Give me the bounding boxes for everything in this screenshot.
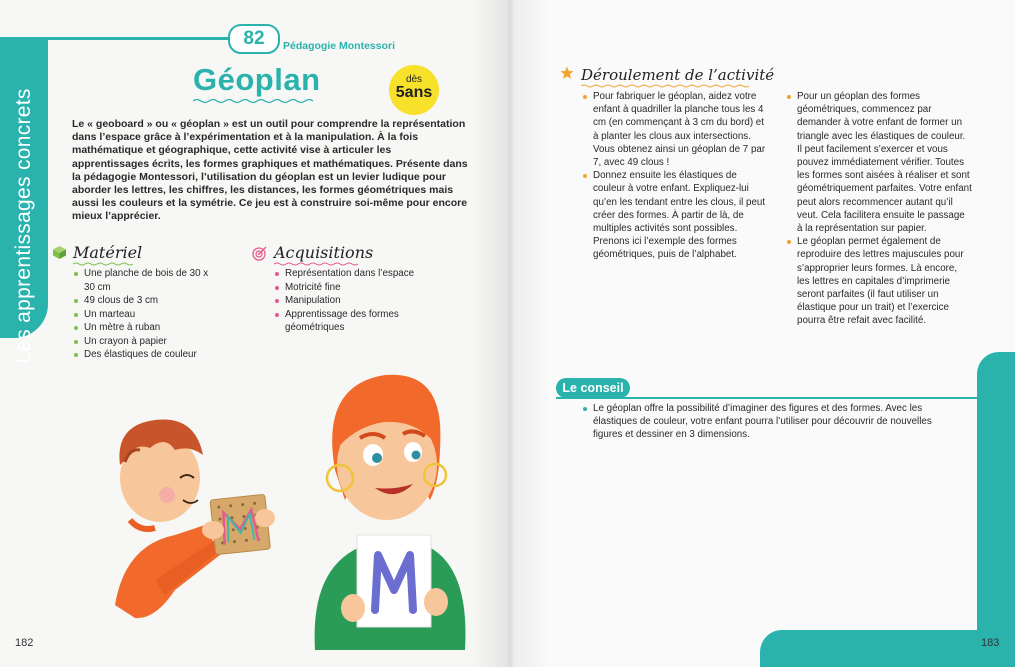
page-title: Géoplan bbox=[193, 62, 321, 97]
conseil-list bbox=[583, 402, 953, 442]
category-label: Pédagogie Montessori bbox=[283, 40, 396, 52]
list-item: Un marteau bbox=[74, 308, 214, 322]
list-item: Donnez ensuite les élastiques de couleur à votre enfant. Expliquez-lui qu’en les tendant entre les clous, il peut créer des formes. À partir de là, de multiples activités sont possibles. Prenons ici l’exemple des formes géométriques, puis de l’alphabet. bbox=[583, 169, 768, 261]
page-number-left: 182 bbox=[15, 637, 34, 649]
child-figure bbox=[115, 419, 220, 618]
list-item: Un mètre à ruban bbox=[74, 321, 214, 335]
target-icon bbox=[252, 245, 268, 261]
intro-paragraph: Le « geoboard » ou « géoplan » est un outil pour comprendre la représentation dans l’espace grâce à l’expérimentation et à la manipulation. À la fois mathématique et géographique, cette activité vise à articuler les apprentissages écrits, les formes graphiques et mathématiques. Présente dans la pédagogie Montessori, l’utilisation du géoplan est un levier ludique pour aborder les lettres, les chiffres, les distances, les formes géométriques mais aussi les couleurs et la symétrie. Ce jeu est à construire soi-même pour encore mieux l’apprécier. bbox=[72, 118, 468, 223]
side-tab bbox=[0, 38, 48, 364]
list-item: Le géoplan offre la possibilité d’imaginer des figures et des formes. Avec les élastiques de couleur, votre enfant pourra l’utiliser pour découvrir de nouvelles figures et dessiner en 3 dimensions. bbox=[583, 402, 953, 442]
materiel-list bbox=[74, 267, 214, 362]
list-item: 49 clous de 3 cm bbox=[74, 294, 214, 308]
age-badge-top: dès bbox=[405, 74, 423, 85]
star-icon bbox=[560, 66, 574, 80]
list-item: Manipulation bbox=[275, 294, 425, 308]
materiel-underline bbox=[73, 262, 135, 266]
illustration-child-and-adult bbox=[95, 350, 475, 650]
acquisitions-heading: Acquisitions bbox=[274, 243, 374, 262]
list-item: Le géoplan permet également de reproduire des lettres majuscules pour s’approprier leurs formes. Là encore, les lettres en capitales d’imprimerie seront parfaites (il faut utiliser un élastique pour un trait) et l’exercice pourra être refait avec facilité. bbox=[787, 235, 972, 327]
deroulement-column-2 bbox=[787, 90, 972, 328]
age-badge-bottom: 5ans bbox=[395, 84, 433, 101]
left-page bbox=[0, 0, 507, 667]
title-underline bbox=[193, 98, 315, 104]
list-item: Un crayon à papier bbox=[74, 335, 214, 349]
list-item: Pour fabriquer le géoplan, aidez votre enfant à quadriller la planche tous les 4 cm (en commençant à 3 cm du bord) et à planter les clous aux intersections. Vous obtenez ainsi un géoplan de 7 par 7, avec 49 clous ! bbox=[583, 90, 768, 169]
book-gutter bbox=[470, 0, 550, 667]
list-item: Des élastiques de couleur bbox=[74, 348, 214, 362]
deroulement-underline bbox=[581, 84, 753, 88]
age-badge bbox=[389, 65, 439, 115]
list-item: Apprentissage des formes géométriques bbox=[275, 308, 425, 335]
cube-icon bbox=[52, 245, 67, 260]
list-item: Une planche de bois de 30 x 30 cm bbox=[74, 267, 214, 294]
conseil-heading: Le conseil bbox=[556, 378, 630, 398]
bottom-edge-tab bbox=[760, 630, 1015, 667]
letter-card bbox=[357, 535, 431, 627]
right-edge-tab bbox=[977, 352, 1015, 667]
side-tab-label: Les apprentissages concrets bbox=[12, 88, 35, 364]
deroulement-heading: Déroulement de l’activité bbox=[581, 66, 775, 84]
header-rule bbox=[0, 37, 229, 40]
list-item: Pour un géoplan des formes géométriques, commencez par demander à votre enfant de former un triangle avec les élastiques de couleur. Il peut facilement s’exercer et vous pouvez immédiatement vérifier. Toutes les formes sont aisées à réaliser et sont géométriquement parfaites. Votre enfant peut alors recommencer autant qu’il veut. Cela facilitera ensuite le passage à la représentation sur papier. bbox=[787, 90, 972, 235]
activity-number: 82 bbox=[228, 24, 280, 54]
list-item: Représentation dans l’espace bbox=[275, 267, 425, 281]
materiel-heading: Matériel bbox=[73, 243, 143, 262]
page-number-right: 183 bbox=[981, 637, 1000, 649]
deroulement-column-1 bbox=[583, 90, 768, 262]
list-item: Motricité fine bbox=[275, 281, 425, 295]
acquisitions-underline bbox=[274, 262, 360, 266]
acquisitions-list bbox=[275, 267, 425, 335]
